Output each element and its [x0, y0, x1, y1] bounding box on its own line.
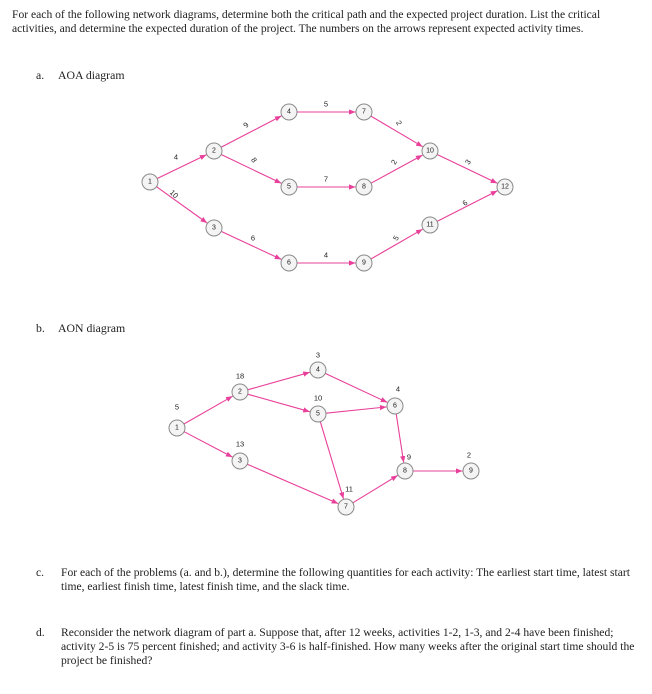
aon-time-5: 10: [313, 393, 323, 403]
aon-node-9-label: 9: [469, 467, 473, 475]
part-a-letter: a.: [36, 68, 45, 82]
aon-arc-7-8: [353, 475, 398, 502]
part-b-title: AON diagram: [58, 321, 126, 335]
aon-arc-3-7: [247, 464, 338, 503]
aoa-weight-6-9: 4: [323, 250, 329, 260]
aon-node-4-label: 4: [316, 366, 320, 374]
aon-arc-5-7: [320, 422, 343, 499]
aon-time-1: 5: [174, 402, 180, 412]
aoa-node-7-label: 7: [362, 108, 366, 116]
aoa-weight-8-10: 2: [389, 157, 399, 167]
aon-node-2-label: 2: [238, 388, 242, 396]
aon-time-4: 3: [315, 350, 321, 360]
aoa-node-1-label: 1: [148, 178, 152, 186]
aoa-weight-7-10: 2: [394, 118, 404, 128]
aoa-node-10-label: 10: [426, 147, 434, 155]
aon-node-1-label: 1: [175, 424, 179, 432]
aon-time-3: 13: [235, 439, 245, 449]
aoa-node-5-label: 5: [287, 183, 291, 191]
aon-time-7: 11: [345, 484, 353, 494]
question-d-text: Reconsider the network diagram of part a. Suppose that, after 12 weeks, activities 1-2, 1-3, and 2-4 have been finished; activity 2-5 is 75 percent finished; and activity 3-6 is half-finished. How many weeks after the original start time should the project be finished?: [61, 626, 635, 667]
aon-node-5-label: 5: [316, 410, 320, 418]
aon-node-7-label: 7: [344, 503, 348, 511]
aoa-node-6-label: 6: [287, 259, 291, 267]
aoa-node-2-label: 2: [212, 147, 216, 155]
aoa-weight-10-12: 3: [463, 157, 473, 167]
question-c-letter: c.: [36, 566, 45, 579]
part-b-letter: b.: [36, 321, 45, 335]
aon-arc-2-5: [248, 394, 310, 412]
aoa-node-4-label: 4: [287, 108, 291, 116]
question-c-text: For each of the problems (a. and b.), determine the following quantities for each activity: The earliest start time, latest start time, earliest finish time, latest finish time, and the slack time.: [61, 566, 630, 593]
aoa-weight-2-4: 9: [241, 120, 251, 130]
aoa-arc-1-3: [157, 187, 208, 223]
aon-arc-1-2: [184, 396, 233, 424]
part-a-title: AOA diagram: [58, 68, 125, 82]
aon-node-8-label: 8: [403, 467, 407, 475]
aoa-weight-4-7: 5: [323, 99, 329, 109]
aon-time-9: 2: [466, 450, 472, 460]
problem-intro: For each of the following network diagrams, determine both the critical path and the expected project duration. List the critical activities, and determine the expected duration of the project. The numbers on the arrows represent expected activity times.: [12, 8, 601, 35]
aoa-node-9-label: 9: [362, 259, 366, 267]
aoa-weight-5-8: 7: [323, 174, 329, 184]
aoa-arc-7-10: [371, 116, 423, 147]
aoa-arc-2-4: [221, 116, 281, 147]
aon-arc-4-6: [325, 373, 387, 402]
aon-arc-1-3: [184, 432, 232, 457]
aoa-weight-3-6: 6: [250, 233, 256, 243]
aoa-node-8-label: 8: [362, 183, 366, 191]
aon-arc-2-4: [248, 372, 310, 390]
aoa-node-11-label: 11: [426, 221, 434, 229]
aoa-node-3-label: 3: [212, 224, 216, 232]
aoa-weight-1-3: 10: [167, 187, 181, 201]
aoa-weight-2-5: 8: [249, 155, 259, 165]
aon-node-6-label: 6: [393, 402, 397, 410]
question-d-letter: d.: [36, 626, 45, 639]
aon-arc-5-6: [326, 407, 387, 413]
aoa-node-12-label: 12: [501, 183, 509, 191]
aon-time-8: 9: [406, 452, 412, 462]
aon-time-6: 4: [395, 384, 401, 394]
aoa-arc-1-2: [157, 152, 206, 179]
aon-time-2: 18: [235, 371, 245, 381]
aoa-arc-9-11: [371, 229, 423, 259]
aoa-diagram: [142, 100, 513, 272]
aoa-weight-1-2: 4: [173, 152, 179, 162]
aon-arc-6-8: [396, 414, 404, 463]
aoa-arc-8-10: [371, 155, 423, 183]
aoa-weight-9-11: 5: [391, 233, 401, 243]
aon-diagram: [169, 351, 479, 516]
aoa-weight-11-12: 6: [460, 198, 470, 208]
aon-node-3-label: 3: [238, 457, 242, 465]
aoa-arc-10-12: [437, 155, 497, 184]
